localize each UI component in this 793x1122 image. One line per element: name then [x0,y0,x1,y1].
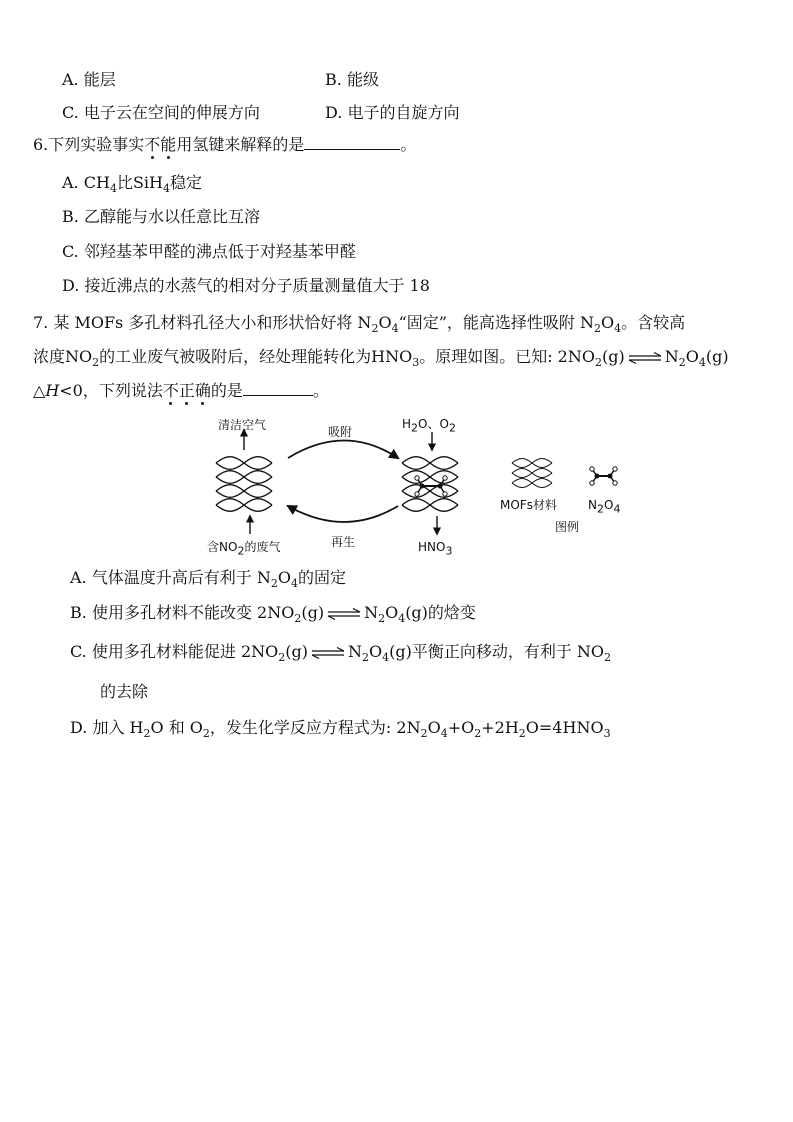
q7-option-a: A. 气体温度升高后有利于 $N_2O_4$的固定 [70,568,346,591]
figure-label-clean-air: 清洁空气 [218,418,267,432]
q5-option-b: B. 能级 [325,70,379,89]
q5-option-d: D. 电子的自旋方向 [325,103,460,122]
legend-label-mofs: MOFs材料 [500,498,557,512]
q6-option-a: A. $CH_4$比SiH$_4$稳定 [62,173,202,196]
equilibrium-arrow-icon [628,352,662,364]
q6-option-b: B. 乙醇能与水以任意比互溶 [62,207,260,226]
equilibrium-arrow-icon [327,608,361,620]
q6-stem: 6.下列实验事实不能用氢键来解释的是 。 [33,135,417,154]
q7-stem-line2: 浓度$NO_2$的工业废气被吸附后，经处理能转化为$HNO_3$。原理如图。已知: $2NO_2(g)$ $N_2O_4(g)$ [33,347,729,370]
legend-n2o4-icon [590,467,617,485]
regenerate-arrow [288,506,398,522]
adsorb-arrow [288,441,398,459]
q7-option-d: D. 加入 $H_2O$ 和 $O_2$，发生化学反应方程式为: $2N_2O_4+O_2+2H_2O=4HNO_3$ [70,718,611,741]
q6-option-d: D. 接近沸点的水蒸气的相对分子质量测量值大于 18 [62,276,430,295]
q5-option-c: C. 电子云在空间的伸展方向 [62,103,260,122]
figure-label-hno3: $HNO_3$ [418,540,453,558]
figure-label-adsorb: 吸附 [328,425,353,439]
legend-title: 图例 [555,520,580,534]
mofs-material-left [216,457,272,512]
figure-label-h2o-o2: $H_2O$、$O_2$ [402,417,456,435]
q7-stem-line3: △H<0，下列说法不正确的是 。 [33,381,329,400]
answer-blank[interactable] [304,133,400,150]
q7-option-c: C. 使用多孔材料能促进 $2NO_2(g)$ $N_2O_4(g)$平衡正向移动，有利于 $NO_2$ [70,642,612,665]
legend-label-n2o4: $N_2O_4$ [588,498,621,516]
q7-stem-line1: 7. 某 MOFs 多孔材料孔径大小和形状恰好将 $N_2O_4“$固定”，能高选择性吸附 $N_2O_4$。含较高 [33,313,686,336]
n2o4-molecule-in-mofs [415,476,447,496]
q7-option-c-cont: 的去除 [100,682,149,701]
figure-label-regenerate: 再生 [331,535,356,549]
q7-option-b: B. 使用多孔材料不能改变 $2NO_2(g)$ $N_2O_4(g)$的焓变 [70,603,476,626]
equilibrium-arrow-icon [311,647,345,659]
legend-mofs-icon [512,459,552,488]
q6-option-c: C. 邻羟基苯甲醛的沸点低于对羟基苯甲醛 [62,242,356,261]
figure-label-waste-gas: 含$NO_2$的废气 [207,540,281,558]
mofs-material-right [402,457,458,512]
q5-option-a: A. 能层 [62,70,116,89]
answer-blank[interactable] [243,379,313,396]
